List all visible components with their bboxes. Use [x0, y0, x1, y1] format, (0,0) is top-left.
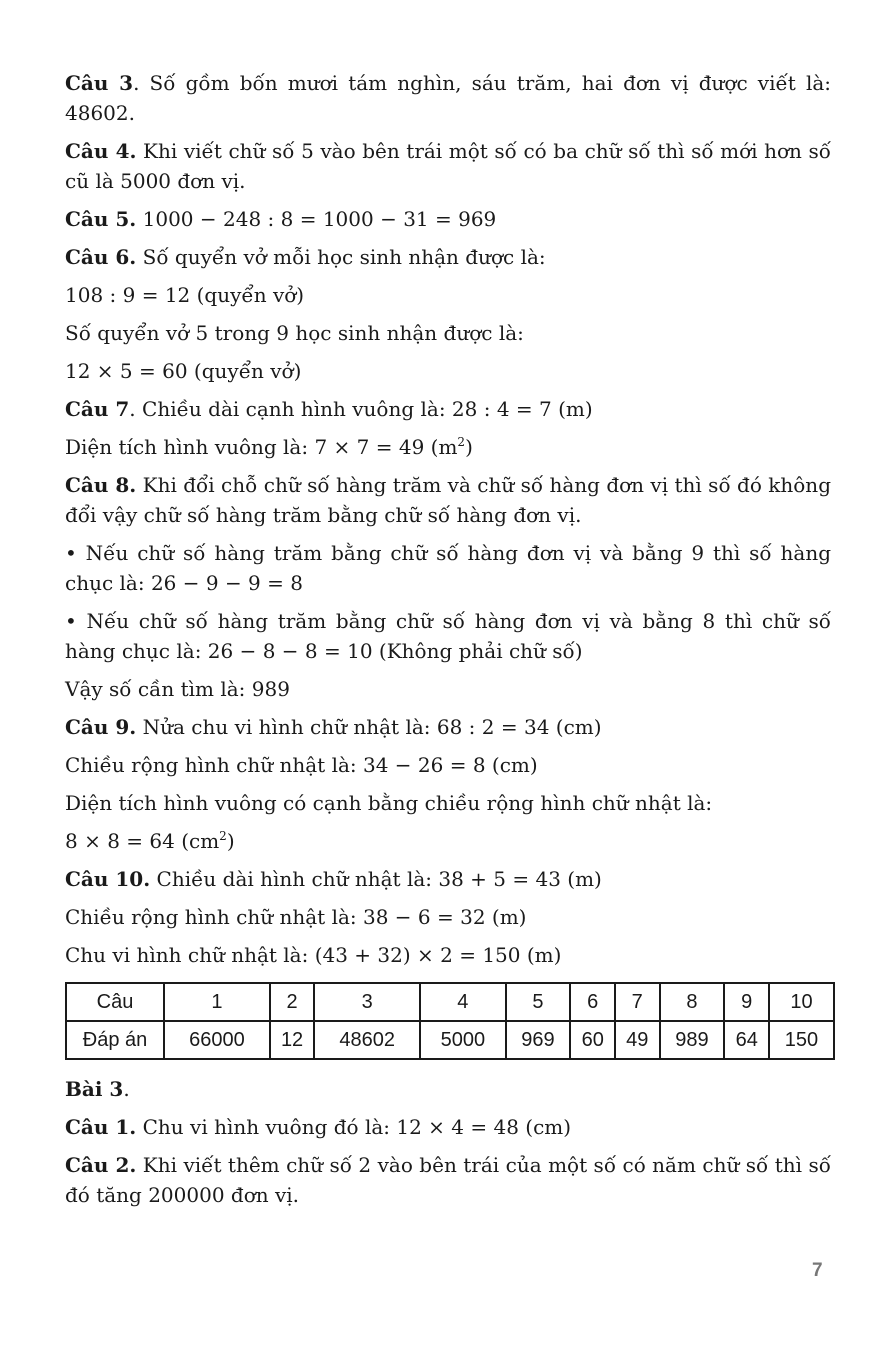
page-number: 7: [812, 1260, 823, 1281]
table-cell: 7: [615, 983, 660, 1021]
table-cell: 989: [660, 1021, 725, 1059]
cau5-label: Câu 5.: [65, 207, 137, 231]
cau10-text: Chiều dài hình chữ nhật là: 38 + 5 = 43 (m): [150, 867, 602, 891]
bai3-heading-label: Bài 3: [65, 1077, 124, 1101]
cau8-conclusion: Vậy số cần tìm là: 989: [65, 677, 290, 701]
table-header-cell: Câu: [66, 983, 164, 1021]
bai3-cau1-text: Chu vi hình vuông đó là: 12 × 4 = 48 (cm): [136, 1115, 572, 1139]
cau7-label: Câu 7: [65, 397, 130, 421]
cau9-area-text: 8 × 8 = 64 (cm: [65, 829, 220, 853]
cau6-text: Số quyển vở mỗi học sinh nhận được là:: [136, 245, 546, 269]
table-cell: 48602: [314, 1021, 420, 1059]
superscript: 2: [457, 435, 466, 449]
cau9-area-line: [65, 826, 831, 856]
table-cell: 4: [420, 983, 505, 1021]
cau4-paragraph: [65, 136, 831, 196]
table-cell: 150: [769, 1021, 834, 1059]
table-cell: 3: [314, 983, 420, 1021]
cau9-line: Chiều rộng hình chữ nhật là: 34 − 26 = 8 (cm): [65, 753, 538, 777]
cau10-paragraph: [65, 864, 831, 894]
table-cell: 60: [570, 1021, 615, 1059]
table-cell: 6: [570, 983, 615, 1021]
cau9-paragraph: [65, 712, 831, 742]
table-cell: 66000: [164, 1021, 270, 1059]
cau6-line: 12 × 5 = 60 (quyển vở): [65, 359, 302, 383]
cau10-line: Chu vi hình chữ nhật là: (43 + 32) × 2 = 150 (m): [65, 943, 562, 967]
cau6-line: 108 : 9 = 12 (quyển vở): [65, 283, 305, 307]
table-cell: 10: [769, 983, 834, 1021]
cau8-label: Câu 8.: [65, 473, 137, 497]
table-cell: 8: [660, 983, 725, 1021]
cau9-line: Diện tích hình vuông có cạnh bằng chiều rộng hình chữ nhật là:: [65, 791, 713, 815]
cau10-label: Câu 10.: [65, 867, 151, 891]
answer-table: [65, 982, 835, 1060]
cau10-line: Chiều rộng hình chữ nhật là: 38 − 6 = 32 (m): [65, 905, 527, 929]
bai3-cau1-label: Câu 1.: [65, 1115, 137, 1139]
bai3-cau2-paragraph: [65, 1150, 831, 1210]
table-cell: 969: [506, 1021, 571, 1059]
page-content: [65, 68, 831, 1218]
cau6-label: Câu 6.: [65, 245, 137, 269]
closing-paren: ): [465, 435, 473, 459]
cau9-label: Câu 9.: [65, 715, 137, 739]
table-cell: 1: [164, 983, 270, 1021]
table-cell: 5: [506, 983, 571, 1021]
table-cell: 64: [724, 1021, 769, 1059]
table-row-answers: [66, 1021, 834, 1059]
superscript: 2: [219, 829, 227, 843]
cau9-text: Nửa chu vi hình chữ nhật là: 68 : 2 = 34 (cm): [136, 715, 602, 739]
table-header-cell: Đáp án: [66, 1021, 164, 1059]
cau3-paragraph: [65, 68, 831, 128]
table-row-header: [66, 983, 834, 1021]
cau5-text: 1000 − 248 : 8 = 1000 − 31 = 969: [136, 207, 497, 231]
cau7-area-line: [65, 432, 831, 462]
cau4-text: Khi viết chữ số 5 vào bên trái một số có ba chữ số thì số mới hơn số cũ là 5000 đơn vị.: [65, 139, 831, 193]
cau8-text: Khi đổi chỗ chữ số hàng trăm và chữ số hàng đơn vị thì số đó không đổi vậy chữ số hàng trăm bằng chữ số hàng đơn vị.: [65, 473, 831, 527]
cau7-area-text: Diện tích hình vuông là: 7 × 7 = 49 (m: [65, 435, 458, 459]
cau6-line: Số quyển vở 5 trong 9 học sinh nhận được là:: [65, 321, 524, 345]
table-cell: 12: [270, 1021, 315, 1059]
bai3-heading-dot: .: [123, 1077, 130, 1101]
cau8-bullet-1: • Nếu chữ số hàng trăm bằng chữ số hàng đơn vị và bằng 9 thì số hàng chục là: 26 − 9 − 9 = 8: [65, 541, 831, 595]
cau4-label: Câu 4.: [65, 139, 137, 163]
bai3-cau2-text: Khi viết thêm chữ số 2 vào bên trái của một số có năm chữ số thì số đó tăng 200000 đơn vị.: [65, 1153, 831, 1207]
cau3-label: Câu 3: [65, 71, 134, 95]
cau3-text: . Số gồm bốn mươi tám nghìn, sáu trăm, hai đơn vị được viết là: 48602.: [65, 71, 832, 125]
closing-paren: ): [226, 829, 235, 853]
bai3-heading: [65, 1074, 831, 1104]
cau8-bullet-2: • Nếu chữ số hàng trăm bằng chữ số hàng đơn vị và bằng 8 thì chữ số hàng chục là: 26 − 8 − 8 = 10 (Không phải chữ số): [65, 609, 831, 663]
bai3-cau1-paragraph: [65, 1112, 831, 1142]
cau8-paragraph: [65, 470, 831, 530]
cau7-text: . Chiều dài cạnh hình vuông là: 28 : 4 = 7 (m): [129, 397, 593, 421]
table-cell: 5000: [420, 1021, 505, 1059]
bai3-cau2-label: Câu 2.: [65, 1153, 137, 1177]
table-cell: 49: [615, 1021, 660, 1059]
table-cell: 9: [724, 983, 769, 1021]
cau6-paragraph: [65, 242, 831, 272]
cau5-paragraph: [65, 204, 831, 234]
table-cell: 2: [270, 983, 315, 1021]
cau7-paragraph: [65, 394, 831, 424]
